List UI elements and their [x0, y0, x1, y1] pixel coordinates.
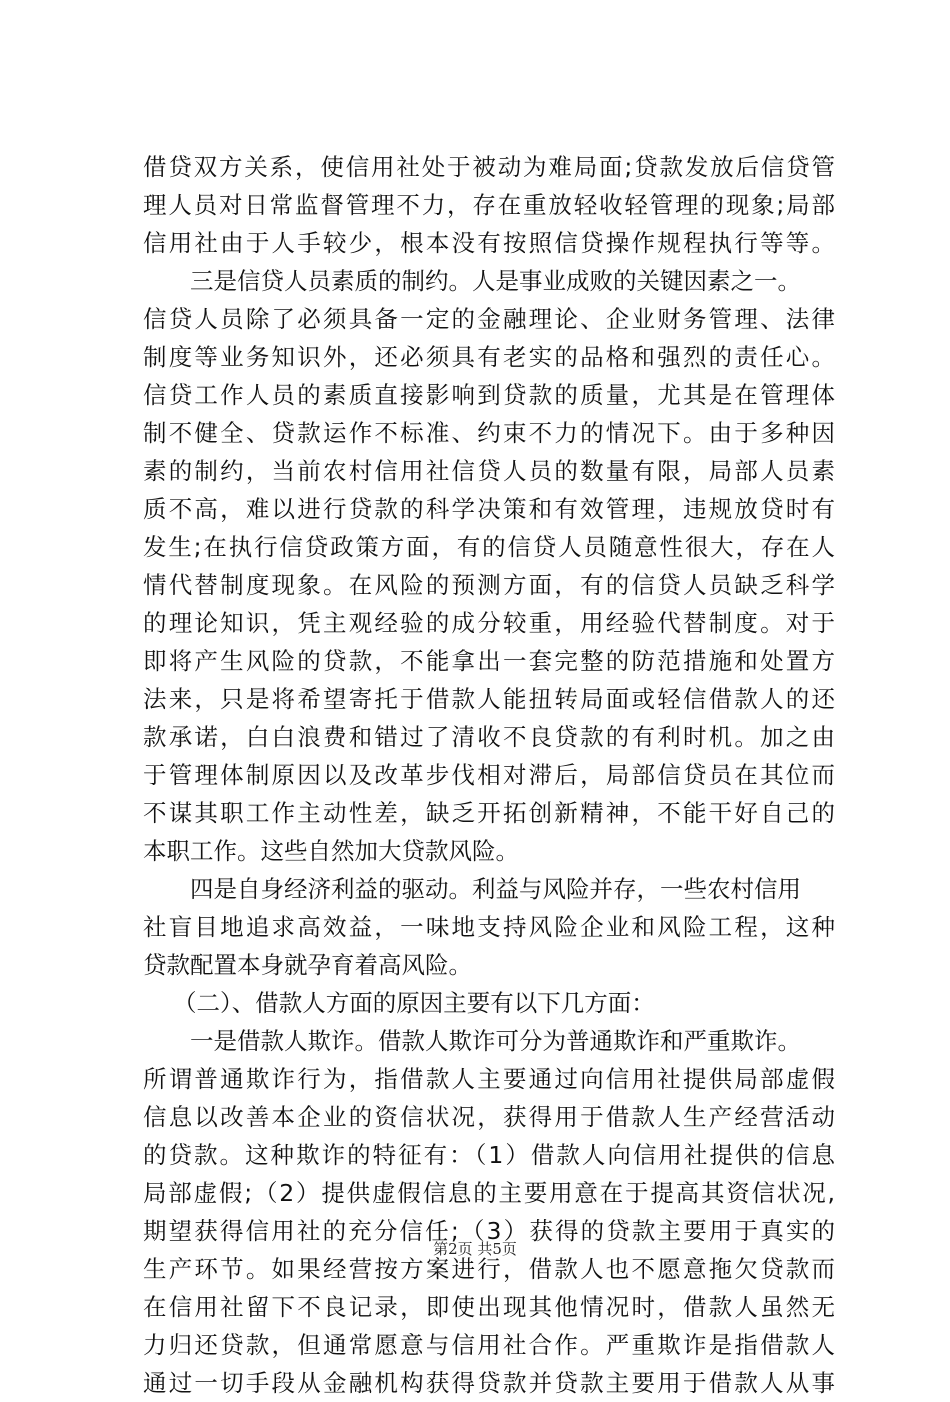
- text-line: 即将产生风险的贷款，不能拿出一套完整的防范措施和处置方: [143, 647, 835, 675]
- text-line: 素的制约，当前农村信用社信贷人员的数量有限，局部人员素: [143, 457, 835, 485]
- text-line: 理人员对日常监督管理不力，存在重放轻收轻管理的现象;局部: [143, 191, 835, 219]
- text-line: 发生;在执行信贷政策方面，有的信贷人员随意性很大，存在人: [143, 533, 835, 561]
- text-line: 信息以改善本企业的资信状况，获得用于借款人生产经营活动: [143, 1103, 835, 1131]
- text-line: 情代替制度现象。在风险的预测方面，有的信贷人员缺乏科学: [143, 571, 835, 599]
- page-number-footer: 第2页 共5页: [433, 1240, 517, 1258]
- text-line: 信贷人员除了必须具备一定的金融理论、企业财务管理、法律: [143, 305, 835, 333]
- text-line: 贷款配置本身就孕育着高风险。: [143, 951, 472, 979]
- text-line: 社盲目地追求高效益，一味地支持风险企业和风险工程，这种: [143, 913, 835, 941]
- text-line: 所谓普通欺诈行为，指借款人主要通过向信用社提供局部虚假: [143, 1065, 835, 1093]
- text-line: 本职工作。这些自然加大贷款风险。: [143, 837, 519, 865]
- text-line: （二）、借款人方面的原因主要有以下几方面：: [173, 989, 655, 1017]
- text-line: 不谋其职工作主动性差，缺乏开拓创新精神，不能干好自己的: [143, 799, 835, 827]
- text-line: 信贷工作人员的素质直接影响到贷款的质量，尤其是在管理体: [143, 381, 835, 409]
- text-line: 的贷款。这种欺诈的特征有：（1）借款人向信用社提供的信息: [143, 1141, 835, 1169]
- text-line: 在信用社留下不良记录，即使出现其他情况时，借款人虽然无: [143, 1293, 835, 1321]
- text-line: 局部虚假;（2）提供虚假信息的主要用意在于提高其资信状况,: [143, 1179, 835, 1207]
- text-line: 期望获得信用社的充分信任;（3）获得的贷款主要用于真实的: [143, 1217, 835, 1245]
- text-line: 款承诺，白白浪费和错过了清收不良贷款的有利时机。加之由: [143, 723, 835, 751]
- text-line: 质不高，难以进行贷款的科学决策和有效管理，违规放贷时有: [143, 495, 835, 523]
- text-line: 四是自身经济利益的驱动。利益与风险并存，一些农村信用: [190, 875, 801, 903]
- text-line: 法来，只是将希望寄托于借款人能扭转局面或轻信借款人的还: [143, 685, 835, 713]
- text-line: 借贷双方关系，使信用社处于被动为难局面;贷款发放后信贷管: [143, 153, 835, 181]
- text-line: 生产环节。如果经营按方案进行，借款人也不愿意拖欠贷款而: [143, 1255, 835, 1283]
- text-line: 制度等业务知识外，还必须具有老实的品格和强烈的责任心。: [143, 343, 835, 371]
- text-line: 通过一切手段从金融机构获得贷款并贷款主要用于借款人从事: [143, 1369, 835, 1397]
- text-line: 的理论知识，凭主观经验的成分较重，用经验代替制度。对于: [143, 609, 835, 637]
- text-line: 信用社由于人手较少，根本没有按照信贷操作规程执行等等。: [143, 229, 835, 257]
- text-line: 三是信贷人员素质的制约。人是事业成败的关键因素之一。: [190, 267, 801, 295]
- text-line: 于管理体制原因以及改革步伐相对滞后，局部信贷员在其位而: [143, 761, 835, 789]
- body-text: [143, 148, 835, 1402]
- text-line: 一是借款人欺诈。借款人欺诈可分为普通欺诈和严重欺诈。: [190, 1027, 801, 1055]
- text-line: 制不健全、贷款运作不标准、约束不力的情况下。由于多种因: [143, 419, 835, 447]
- text-line: 力归还贷款，但通常愿意与信用社合作。严重欺诈是指借款人: [143, 1331, 835, 1359]
